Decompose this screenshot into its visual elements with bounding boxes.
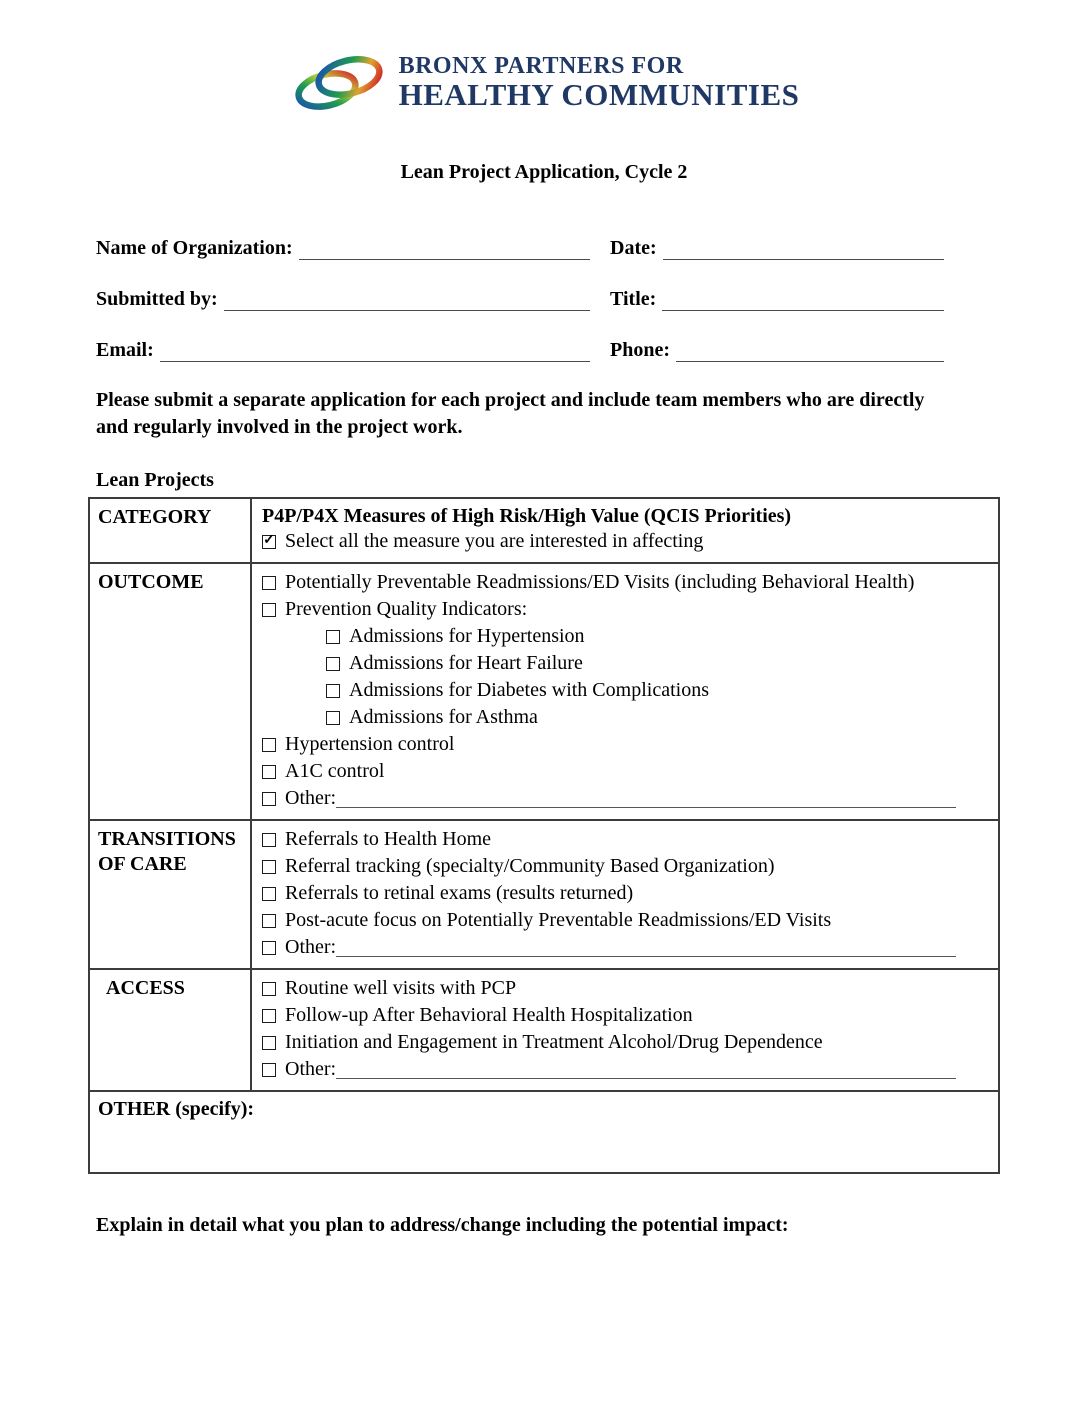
item-label: Routine well visits with PCP [285, 977, 517, 999]
other-specify-cell[interactable] [89, 1091, 999, 1173]
outcome-category-cell: OUTCOME [89, 563, 251, 820]
outcome-other-write-in-line[interactable] [336, 790, 956, 808]
checkbox-admissions-heart-failure[interactable] [326, 657, 340, 671]
checkbox-routine-well-visits[interactable] [262, 982, 276, 996]
select-all-checkbox[interactable] [262, 535, 276, 549]
outcome-items-cell [251, 563, 999, 820]
checkbox-item [326, 623, 988, 650]
item-label: Referral tracking (specialty/Community Based Organization) [285, 855, 775, 877]
item-label: Follow-up After Behavioral Health Hospitalization [285, 1004, 693, 1026]
checkbox-post-acute-focus[interactable] [262, 914, 276, 928]
item-label: Other: [285, 1058, 337, 1080]
other-specify-label: OTHER (specify): [98, 1098, 255, 1120]
item-label: Admissions for Hypertension [349, 625, 585, 647]
checkbox-preventable-readmissions[interactable] [262, 576, 276, 590]
email-field [96, 339, 590, 362]
checkbox-item [262, 569, 988, 596]
access-row [89, 969, 999, 1091]
submission-instructions: Please submit a separate application for each project and include team members who are directly and regularly involved in the project work. [96, 389, 925, 438]
submitted-by-field [96, 288, 590, 311]
checkbox-followup-behavioral-health[interactable] [262, 1009, 276, 1023]
form-row-organization-date [96, 236, 992, 260]
checkbox-item-other [262, 785, 988, 812]
phone-label: Phone: [610, 339, 670, 361]
checkbox-item [262, 758, 988, 785]
brand-header [0, 0, 1088, 116]
select-all-item [262, 528, 988, 555]
item-label: Admissions for Asthma [349, 706, 538, 728]
organization-label: Name of Organization: [96, 237, 293, 259]
checkbox-prevention-quality-indicators[interactable] [262, 603, 276, 617]
title-field [610, 288, 944, 311]
checkbox-item [262, 975, 988, 1002]
checkbox-item [262, 907, 988, 934]
item-label: Referrals to Health Home [285, 828, 492, 850]
form-row-submittedby-title [96, 287, 992, 311]
measures-header-cell [251, 498, 999, 563]
other-specify-row [89, 1091, 999, 1173]
item-label: Post-acute focus on Potentially Preventable Readmissions/ED Visits [285, 909, 832, 931]
item-label: Other: [285, 787, 337, 809]
measures-title: P4P/P4X Measures of High Risk/High Value (QCIS Priorities) [262, 505, 792, 527]
email-input-line[interactable] [160, 340, 590, 362]
lean-projects-heading: Lean Projects [96, 469, 214, 491]
outcome-row [89, 563, 999, 820]
date-label: Date: [610, 237, 657, 259]
checkbox-item-other [262, 1056, 988, 1083]
phone-input-line[interactable] [676, 340, 944, 362]
checkbox-initiation-engagement-treatment[interactable] [262, 1036, 276, 1050]
brand-name-line2: HEALTHY COMMUNITIES [398, 77, 800, 113]
item-label: Other: [285, 936, 337, 958]
submitted-by-input-line[interactable] [224, 289, 590, 311]
title-label: Title: [610, 288, 657, 310]
form-row-email-phone [96, 338, 992, 362]
checkbox-item [262, 880, 988, 907]
submitted-by-label: Submitted by: [96, 288, 218, 310]
access-other-write-in-line[interactable] [336, 1061, 956, 1079]
checkbox-item [326, 650, 988, 677]
transitions-other-write-in-line[interactable] [336, 939, 956, 957]
item-label: Prevention Quality Indicators: [285, 598, 528, 620]
checkbox-admissions-asthma[interactable] [326, 711, 340, 725]
checkbox-item-other [262, 934, 988, 961]
item-label: Referrals to retinal exams (results returned) [285, 882, 634, 904]
checkbox-item [262, 826, 988, 853]
transitions-items-cell [251, 820, 999, 969]
checkbox-item [326, 677, 988, 704]
checkbox-referral-tracking[interactable] [262, 860, 276, 874]
document-title: Lean Project Application, Cycle 2 [400, 161, 688, 183]
checkbox-access-other[interactable] [262, 1063, 276, 1077]
checkbox-outcome-other[interactable] [262, 792, 276, 806]
checkbox-item [262, 1029, 988, 1056]
checkbox-referrals-health-home[interactable] [262, 833, 276, 847]
date-field [610, 237, 944, 260]
contact-form-section [96, 236, 992, 362]
lean-projects-table [88, 497, 1000, 1174]
item-label: Potentially Preventable Readmissions/ED Visits (including Behavioral Health) [285, 571, 915, 593]
checkbox-admissions-diabetes[interactable] [326, 684, 340, 698]
item-label: Admissions for Heart Failure [349, 652, 583, 674]
checkbox-item [262, 596, 988, 623]
transitions-row [89, 820, 999, 969]
access-category-cell: ACCESS [89, 969, 251, 1091]
checkbox-item [326, 704, 988, 731]
select-all-label: Select all the measure you are interested in affecting [285, 530, 704, 552]
checkbox-item [262, 1002, 988, 1029]
checkbox-item [262, 853, 988, 880]
brand-rings-icon [289, 50, 389, 116]
category-header-cell: CATEGORY [89, 498, 251, 563]
table-header-row [89, 498, 999, 563]
phone-field [610, 339, 944, 362]
explain-impact-prompt: Explain in detail what you plan to address/change including the potential impact: [96, 1214, 789, 1236]
item-label: Initiation and Engagement in Treatment Alcohol/Drug Dependence [285, 1031, 823, 1053]
item-label: Hypertension control [285, 733, 455, 755]
item-label: Admissions for Diabetes with Complications [349, 679, 709, 701]
transitions-category-cell: TRANSITIONS OF CARE [89, 820, 251, 969]
date-input-line[interactable] [663, 238, 944, 260]
organization-field [96, 237, 590, 260]
access-items-cell [251, 969, 999, 1091]
organization-input-line[interactable] [299, 238, 590, 260]
checkbox-item [262, 731, 988, 758]
checkbox-hypertension-control[interactable] [262, 738, 276, 752]
email-label: Email: [96, 339, 154, 361]
item-label: A1C control [285, 760, 385, 782]
brand-name-line1: BRONX PARTNERS FOR [398, 53, 684, 80]
checkbox-transitions-other[interactable] [262, 941, 276, 955]
checkbox-retinal-exams[interactable] [262, 887, 276, 901]
checkbox-admissions-hypertension[interactable] [326, 630, 340, 644]
checkbox-a1c-control[interactable] [262, 765, 276, 779]
brand-name [399, 54, 800, 112]
title-input-line[interactable] [662, 289, 944, 311]
